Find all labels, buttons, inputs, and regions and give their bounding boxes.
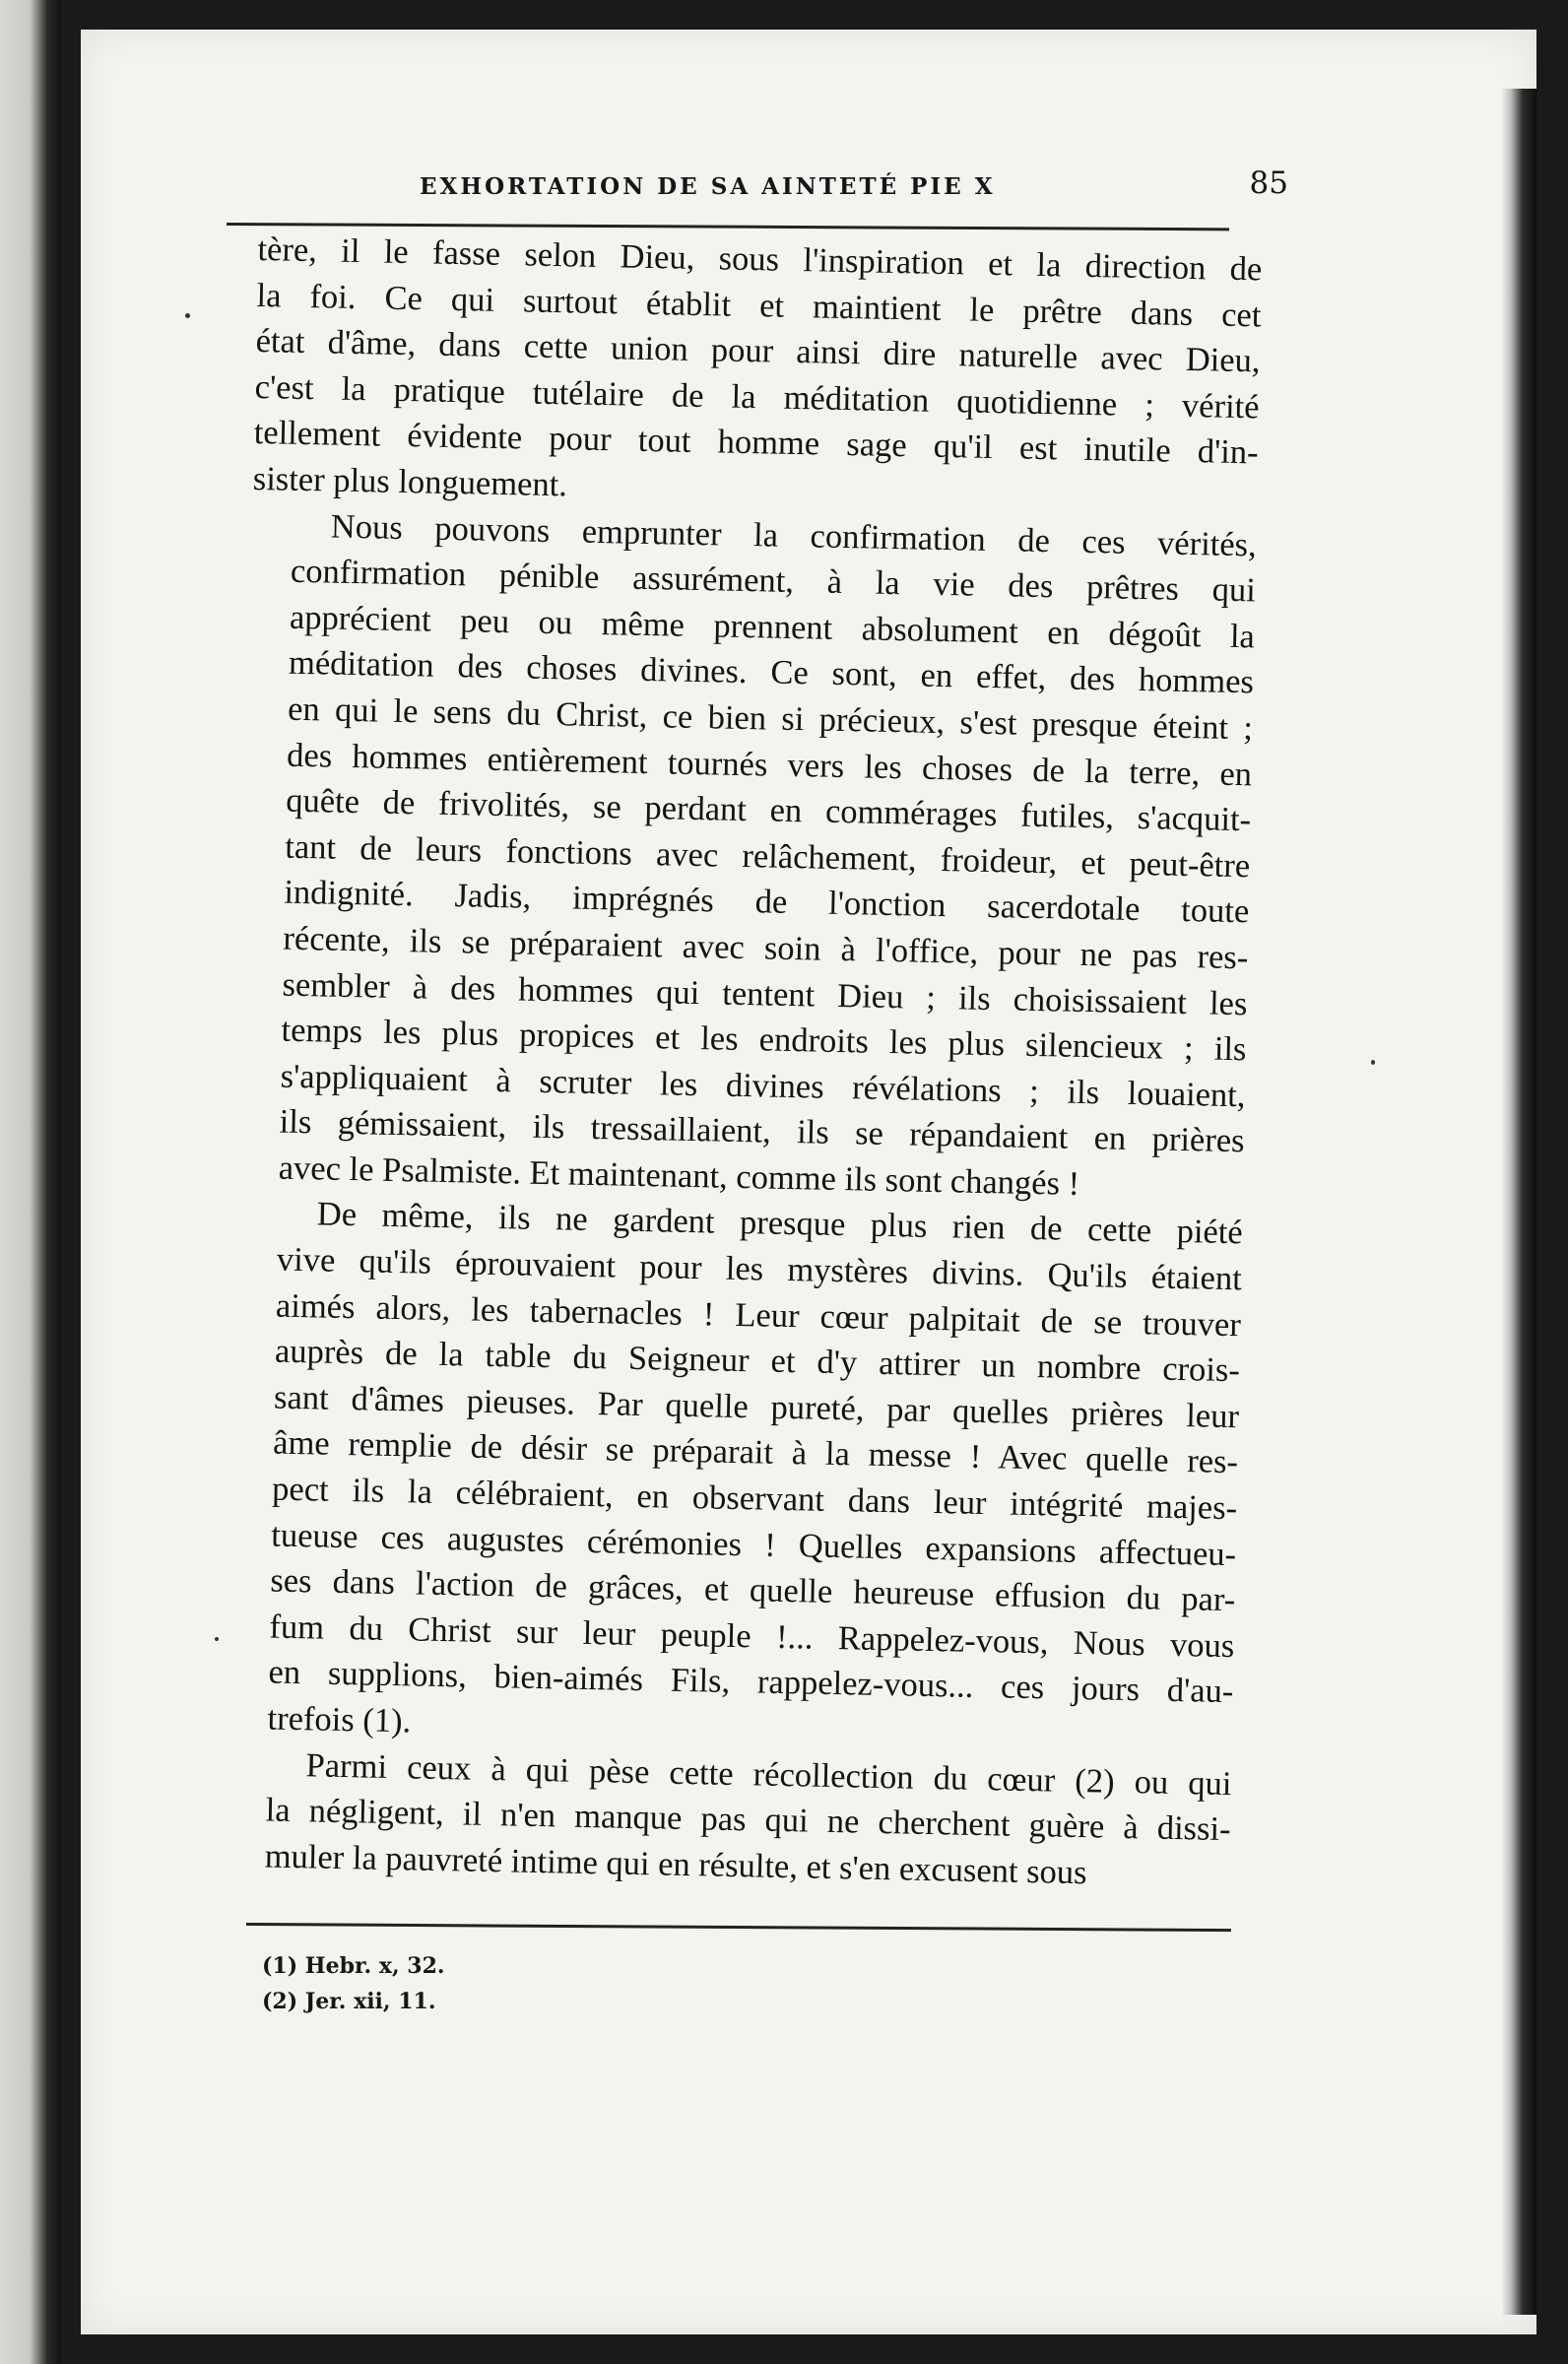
paragraph: [228, 1190, 1243, 1760]
text-line: apprécient peu ou même prennent absolument en dégoût la: [289, 598, 1256, 656]
text-line: c'est la pratique tutélaire de la méditation quotidienne ; vérité: [254, 367, 1260, 427]
paragraph: [238, 502, 1257, 1211]
page-number: 85: [1249, 165, 1288, 201]
text-line: avec le Psalmiste. Et maintenant, comme ils sont changés !: [278, 1149, 1080, 1203]
footnote-2: (2) Jer. xii, 11.: [262, 1989, 436, 2014]
text-line: récente, ils se préparaient avec soin à l'office, pour ne pas res-: [283, 919, 1249, 977]
text-line: sant d'âmes pieuses. Par quelle pureté, par quelles prières leur: [273, 1378, 1240, 1436]
text-line: la foi. Ce qui surtout établit et maintient le prêtre dans cet: [256, 276, 1262, 335]
text-line: méditation des choses divines. Ce sont, en effet, des hommes: [288, 644, 1255, 701]
text-line: âme remplie de désir se préparait à la messe ! Avec quelle res-: [272, 1423, 1239, 1481]
text-line: De même, ils ne gardent presque plus rien de cette piété: [316, 1195, 1244, 1252]
text-line: auprès de la table du Seigneur et d'y attirer un nombre crois-: [274, 1332, 1241, 1390]
text-line: vive qu'ils éprouvaient pour les mystères divins. Qu'ils étaient: [276, 1240, 1243, 1298]
text-line: s'appliquaient à scruter les divines révélations ; ils louaient,: [280, 1057, 1246, 1114]
page-edge-shadow: [1501, 89, 1536, 2315]
paragraph: [252, 227, 1262, 522]
running-head: [227, 165, 1288, 211]
text-line: état d'âme, dans cette union pour ainsi dire naturelle avec Dieu,: [255, 322, 1261, 380]
text-line: ses dans l'action de grâces, et quelle heureuse effusion du par-: [270, 1561, 1236, 1619]
text-line: des hommes entièrement tournés vers les choses de la terre, en: [286, 736, 1253, 793]
text-line: Parmi ceux à qui pèse cette récollection du cœur (2) ou qui: [305, 1745, 1232, 1803]
scan-speck: [1371, 1060, 1375, 1065]
text-line: confirmation pénible assurément, à la vie des prêtres qui: [290, 552, 1257, 610]
running-title: EXHORTATION DE SA AINTETÉ PIE X: [420, 173, 996, 200]
text-line: ils gémissaient, ils tressaillaient, ils se répandaient en prières: [279, 1102, 1245, 1160]
text-line: aimés alors, les tabernacles ! Leur cœur palpitait de se trouver: [275, 1286, 1242, 1344]
text-line: pect ils la célébraient, en observant dans leur intégrité majes-: [271, 1470, 1238, 1528]
scan-speck: [215, 1637, 219, 1641]
text-line: sister plus longuement.: [252, 459, 568, 504]
text-line: Nous pouvons emprunter la confirmation de ces vérités,: [330, 507, 1258, 563]
text-line: tellement évidente pour tout homme sage qu'il est inutile d'in-: [253, 414, 1259, 472]
text-line: muler la pauvreté intime qui en résulte, et s'en excusent sous: [264, 1837, 1087, 1892]
scan-speck: [185, 313, 190, 318]
text-line: temps les plus propices et les endroits les plus silencieux ; ils: [281, 1011, 1247, 1069]
text-line: fum du Christ sur leur peuple !... Rappelez-vous, Nous vous: [269, 1608, 1235, 1665]
text-line: tueuse ces augustes cérémonies ! Quelles expansions affectueu-: [270, 1516, 1237, 1573]
paragraph: [225, 1740, 1232, 1898]
text-line: tant de leurs fonctions avec relâchement, froideur, et peut-être: [284, 827, 1251, 886]
text-line: tère, il le fasse selon Dieu, sous l'inspiration et la direction de: [257, 230, 1263, 289]
text-line: la négligent, il n'en manque pas qui ne cherchent guère à dissi-: [265, 1791, 1231, 1849]
text-line: en supplions, bien-aimés Fils, rappelez-vous... ces jours d'au-: [268, 1653, 1234, 1711]
text-line: sembler à des hommes qui tentent Dieu ; ils choisissaient les: [282, 965, 1248, 1022]
text-line: trefois (1).: [267, 1699, 412, 1740]
footnote-1: (1) Hebr. x, 32.: [262, 1953, 445, 1979]
facing-page-edge: [0, 0, 61, 2364]
body-text: [225, 227, 1262, 1899]
footnotes: [262, 1948, 445, 2019]
text-line: quête de frivolités, se perdant en commérages futiles, s'acquit-: [285, 781, 1252, 839]
text-line: en qui le sens du Christ, ce bien si précieux, s'est presque éteint ;: [287, 690, 1254, 748]
text-line: indignité. Jadis, imprégnés de l'onction sacerdotale toute: [284, 873, 1250, 931]
